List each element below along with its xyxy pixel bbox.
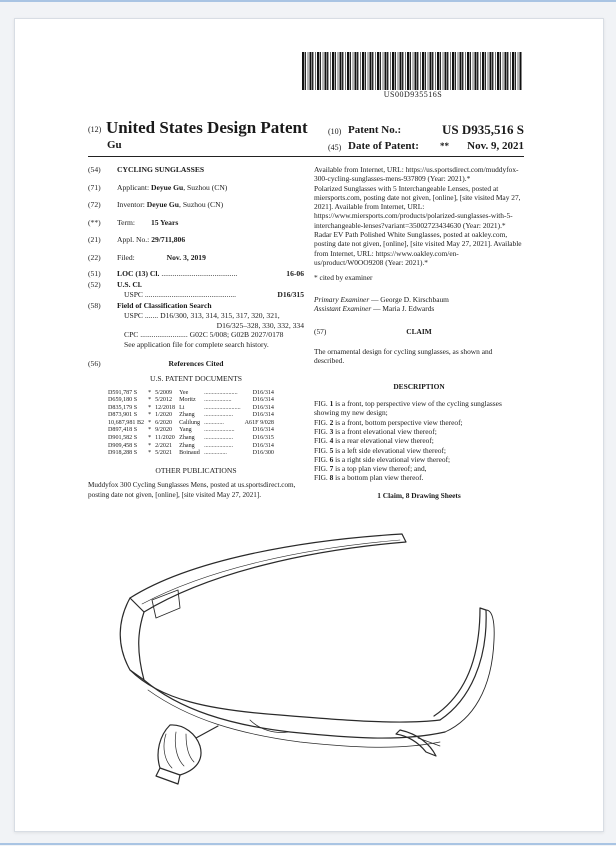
figure-item: FIG. 2 is a front, bottom perspective view thereof; bbox=[314, 417, 463, 427]
reference-cell: * bbox=[148, 397, 152, 404]
primary-examiner-name: — George D. Kirschbaum bbox=[369, 294, 449, 304]
barcode-bar bbox=[425, 52, 426, 90]
applicant-name: Deyue Gu bbox=[150, 182, 184, 192]
barcode-bar bbox=[452, 52, 454, 90]
inventor-label: Inventor: bbox=[117, 200, 145, 210]
reference-cell: 2/2021 bbox=[155, 442, 173, 449]
claim-title: CLAIM bbox=[406, 327, 432, 337]
appl-row bbox=[88, 235, 304, 245]
reference-cell: ...................... bbox=[204, 389, 238, 396]
barcode-bar bbox=[317, 52, 319, 90]
front-frame-bottom bbox=[144, 680, 445, 738]
applicant-location: , Suzhou (CN) bbox=[183, 182, 228, 192]
barcode-bar bbox=[488, 52, 489, 90]
reference-cell: 5/2009 bbox=[155, 389, 173, 396]
barcode-bar bbox=[400, 52, 402, 90]
filed-label: Filed: bbox=[117, 252, 135, 262]
sunglasses-drawing bbox=[100, 520, 500, 820]
barcode-bar bbox=[415, 52, 417, 90]
barcode-bar bbox=[338, 52, 339, 90]
barcode-bar bbox=[482, 52, 484, 90]
other-pubs-text: Muddyfox 300 Cycling Sunglasses Mens, posted at us.sportsdirect.com, posting date not given, [online], [site visited May 27, 2021]. bbox=[88, 481, 296, 499]
figure-item: FIG. 5 is a left side elevational view thereof; bbox=[314, 445, 446, 455]
barcode-bar bbox=[497, 52, 499, 90]
barcode-bar bbox=[332, 52, 334, 90]
code-54: (54) bbox=[88, 165, 101, 174]
assistant-examiner-name: — Maria J. Edwards bbox=[371, 303, 435, 313]
figure-item: FIG. 3 is a front elevational view thereof; bbox=[314, 426, 437, 436]
uscl-row bbox=[88, 280, 304, 290]
patent-header-info bbox=[328, 124, 524, 156]
patent-date: Nov. 9, 2021 bbox=[467, 140, 524, 152]
barcode-bar bbox=[490, 52, 492, 90]
code-56: (56) bbox=[88, 359, 101, 369]
title-row bbox=[88, 165, 304, 175]
barcode-bar bbox=[465, 52, 466, 90]
barcode-bar bbox=[520, 52, 522, 90]
reference-cell: * bbox=[148, 435, 152, 442]
field-label: Field of Classification Search bbox=[117, 301, 212, 311]
barcode-bar bbox=[477, 52, 478, 90]
barcode-bar bbox=[480, 52, 481, 90]
code-51: (51) bbox=[88, 268, 101, 278]
reference-cell: 5/2012 bbox=[155, 397, 173, 404]
claim-text: The ornamental design for cycling sunglasses, as shown and described. bbox=[314, 347, 493, 366]
barcode-bar bbox=[515, 52, 516, 90]
barcode-bar bbox=[407, 52, 409, 90]
reference-cell: Yee bbox=[179, 389, 189, 396]
loc-label: LOC (13) Cl. bbox=[117, 268, 160, 278]
field-note: See application file for complete search history. bbox=[124, 339, 269, 349]
reference-cell: D591,787 S bbox=[108, 389, 138, 396]
barcode-bar bbox=[422, 52, 424, 90]
uscl-label: U.S. Cl. bbox=[117, 280, 142, 290]
barcode-bar bbox=[305, 52, 306, 90]
design-title: CYCLING SUNGLASSES bbox=[117, 165, 205, 174]
reference-row bbox=[106, 450, 276, 458]
barcode-bar bbox=[405, 52, 406, 90]
barcode-bar bbox=[467, 52, 469, 90]
reference-cell: Li bbox=[179, 404, 185, 411]
reference-cell: Zhang bbox=[179, 442, 195, 449]
applicant-row bbox=[88, 183, 304, 193]
code-term: (**) bbox=[88, 217, 101, 227]
barcode-bar bbox=[460, 52, 462, 90]
references-table bbox=[106, 390, 276, 458]
code-22: (22) bbox=[88, 252, 101, 262]
us-docs-title: U.S. PATENT DOCUMENTS bbox=[150, 373, 242, 383]
code-71: (71) bbox=[88, 182, 101, 192]
reference-cell: * bbox=[148, 442, 152, 449]
reference-cell: ................... bbox=[204, 412, 234, 419]
barcode-bar bbox=[390, 52, 391, 90]
claim-heading bbox=[314, 327, 524, 341]
field-row bbox=[88, 301, 304, 311]
barcode-bar bbox=[507, 52, 508, 90]
inventor-location: , Suzhou (CN) bbox=[179, 200, 224, 210]
filed-row bbox=[88, 253, 304, 263]
reference-cell: .................. bbox=[204, 397, 232, 404]
barcode-bar bbox=[470, 52, 471, 90]
barcode-bar bbox=[458, 52, 459, 90]
barcode-bar bbox=[315, 52, 316, 90]
barcode-bar bbox=[428, 52, 429, 90]
barcode-bar bbox=[342, 52, 343, 90]
reference-cell: Moritz bbox=[179, 397, 196, 404]
reference-cell: D835,179 S bbox=[108, 404, 138, 411]
barcode-bar bbox=[518, 52, 519, 90]
applicant-label: Applicant: bbox=[117, 182, 150, 192]
reference-row bbox=[106, 405, 276, 413]
primary-examiner-label: Primary Examiner bbox=[314, 294, 370, 304]
barcode-bar bbox=[392, 52, 394, 90]
reference-cell: D873,901 S bbox=[108, 412, 138, 419]
barcode-bar bbox=[443, 52, 444, 90]
left-hinge bbox=[120, 598, 144, 680]
patent-no: US D935,516 S bbox=[442, 122, 524, 137]
left-temple-arm bbox=[130, 534, 406, 612]
bottom-border bbox=[0, 843, 616, 845]
barcode-bar bbox=[375, 52, 376, 90]
date-mark: ** bbox=[440, 141, 449, 151]
barcode-bar bbox=[385, 52, 387, 90]
figure-list bbox=[314, 399, 524, 483]
barcode-bar bbox=[485, 52, 486, 90]
barcode-bar bbox=[335, 52, 336, 90]
barcode-bar bbox=[312, 52, 313, 90]
field-cpc: CPC ......................... G02C 5/008; G02B 2027/0178 bbox=[124, 330, 284, 340]
barcode-bar bbox=[387, 52, 388, 90]
barcode-bar bbox=[505, 52, 507, 90]
barcode-bar bbox=[473, 52, 474, 90]
code-45: (45) bbox=[328, 143, 342, 152]
uspc-row bbox=[88, 290, 304, 300]
assistant-examiner bbox=[314, 304, 524, 313]
inventor-row bbox=[88, 200, 304, 210]
reference-row bbox=[106, 443, 276, 451]
reference-cell: D909,458 S bbox=[108, 442, 138, 449]
reference-cell: D16/315 bbox=[252, 435, 274, 442]
term-value: 15 Years bbox=[150, 217, 179, 227]
barcode-bar bbox=[327, 52, 328, 90]
barcode-bar bbox=[323, 52, 324, 90]
uspc-label: USPC bbox=[124, 289, 143, 299]
reference-cell: D16/314 bbox=[252, 412, 274, 419]
figure-item: FIG. 4 is a rear elevational view thereof; bbox=[314, 436, 434, 446]
barcode-bar bbox=[435, 52, 436, 90]
claims-sheets-count: 1 Claim, 8 Drawing Sheets bbox=[377, 490, 461, 500]
barcode-bar bbox=[398, 52, 399, 90]
reference-cell: D16/314 bbox=[252, 404, 274, 411]
loc-value: 16-06 bbox=[286, 268, 304, 278]
uspc-value: D16/315 bbox=[277, 289, 304, 299]
term-label: Term: bbox=[117, 217, 136, 227]
reference-cell: * bbox=[148, 389, 152, 396]
field-uspc-cont: D16/325–328, 330, 332, 334 bbox=[216, 320, 304, 330]
barcode-bar bbox=[383, 52, 384, 90]
barcode-bar bbox=[420, 52, 421, 90]
reference-cell: Boinaud bbox=[179, 450, 200, 457]
reference-cell: * bbox=[148, 427, 152, 434]
reference-cell: Zhang bbox=[179, 435, 195, 442]
loc-dots: ........................................ bbox=[161, 268, 238, 278]
reference-row bbox=[106, 390, 276, 398]
reference-cell: 5/2021 bbox=[155, 450, 173, 457]
code-12: (12) bbox=[88, 125, 102, 134]
barcode-bar bbox=[340, 52, 342, 90]
reference-cell: D16/300 bbox=[252, 450, 274, 457]
top-border bbox=[0, 0, 616, 2]
publication-2: Polarized Sunglasses with 5 Interchangeable Lenses, posted at miersports.com, posting date not given, [online], [site visited May 27, 2021]. Available from Internet, URL: https://www.miersports.com/products/polarized-sunglasses-with-5-interchangeable-lenses?variant=35002723434630 (Year: 2021).* bbox=[314, 183, 521, 230]
reference-row bbox=[106, 397, 276, 405]
barcode-bar bbox=[362, 52, 364, 90]
reference-cell: D16/314 bbox=[252, 389, 274, 396]
barcode-bar bbox=[450, 52, 451, 90]
barcode-bar bbox=[365, 52, 366, 90]
date-row bbox=[328, 140, 524, 156]
barcode-bar bbox=[350, 52, 351, 90]
reference-cell: 9/2020 bbox=[155, 427, 173, 434]
field-uspc: USPC ....... D16/300, 313, 314, 315, 317, 320, 321, bbox=[124, 310, 280, 320]
other-pubs-title: OTHER PUBLICATIONS bbox=[155, 465, 237, 475]
barcode-bar bbox=[372, 52, 373, 90]
filed-value: Nov. 3, 2019 bbox=[166, 252, 206, 262]
patent-type-title: United States Design Patent bbox=[106, 118, 308, 137]
barcode-bar bbox=[430, 52, 432, 90]
publication-1: Available from Internet, URL: https://us.sportsdirect.com/muddyfox-300-cycling-sunglasses-mens-937809 (Year: 2021).* bbox=[314, 165, 519, 184]
term-row bbox=[88, 218, 304, 228]
inventor-name: Deyue Gu bbox=[146, 200, 180, 210]
code-21: (21) bbox=[88, 235, 101, 245]
barcode-bar bbox=[417, 52, 418, 90]
reference-cell: 12/2018 bbox=[155, 404, 176, 411]
refs-row bbox=[88, 359, 304, 369]
barcode-number: US00D935516S bbox=[383, 90, 443, 99]
reference-cell: D16/314 bbox=[252, 442, 274, 449]
reference-row bbox=[106, 412, 276, 420]
loc-row bbox=[88, 269, 304, 279]
reference-row bbox=[106, 435, 276, 443]
barcode-bar bbox=[440, 52, 441, 90]
appl-value: 29/711,806 bbox=[151, 235, 186, 245]
barcode-bar bbox=[308, 52, 309, 90]
reference-cell: * bbox=[148, 412, 152, 419]
barcode-bar bbox=[413, 52, 414, 90]
reference-cell: D16/314 bbox=[252, 397, 274, 404]
reference-cell: Calilung bbox=[179, 419, 201, 426]
barcode-bar bbox=[445, 52, 447, 90]
barcode-bar bbox=[410, 52, 411, 90]
reference-row bbox=[106, 420, 276, 428]
appl-label: Appl. No.: bbox=[117, 235, 150, 245]
reference-cell: D659,180 S bbox=[108, 397, 138, 404]
barcode-bar bbox=[325, 52, 327, 90]
barcode-bar bbox=[360, 52, 361, 90]
reference-cell: D16/314 bbox=[252, 427, 274, 434]
description-title: DESCRIPTION bbox=[393, 381, 445, 391]
figure-item: FIG. 8 is a bottom plan view thereof. bbox=[314, 473, 424, 483]
code-58: (58) bbox=[88, 301, 101, 311]
reference-cell: Yang bbox=[179, 427, 192, 434]
date-label: Date of Patent: bbox=[348, 140, 419, 152]
barcode-bar bbox=[357, 52, 358, 90]
patent-no-label: Patent No.: bbox=[348, 124, 402, 136]
barcode-bar bbox=[320, 52, 321, 90]
assistant-examiner-label: Assistant Examiner bbox=[314, 303, 372, 313]
reference-cell: .................... bbox=[204, 427, 235, 434]
reference-cell: Zhang bbox=[179, 412, 195, 419]
cited-note: * cited by examiner bbox=[314, 273, 373, 283]
reference-cell: D901,582 S bbox=[108, 435, 138, 442]
barcode-bar bbox=[380, 52, 381, 90]
code-52: (52) bbox=[88, 280, 101, 290]
reference-cell: D897,418 S bbox=[108, 427, 138, 434]
uspc-dots: ................................................ bbox=[144, 289, 237, 299]
barcode-bar bbox=[395, 52, 396, 90]
barcode-bar bbox=[475, 52, 477, 90]
left-column bbox=[88, 165, 304, 500]
reference-cell: 6/2020 bbox=[155, 419, 173, 426]
header-rule bbox=[88, 156, 524, 157]
reference-cell: 11/2020 bbox=[155, 435, 175, 442]
barcode-bar bbox=[330, 52, 331, 90]
reference-cell: ................... bbox=[204, 435, 234, 442]
reference-cell: ........................ bbox=[204, 404, 241, 411]
barcode-bar bbox=[492, 52, 493, 90]
right-temple-arm bbox=[434, 608, 486, 720]
barcode-bar bbox=[447, 52, 448, 90]
figure-item: FIG. 7 is a top plan view thereof; and, bbox=[314, 464, 427, 474]
barcode-bar bbox=[302, 52, 304, 90]
barcode-bar bbox=[503, 52, 504, 90]
barcode-bar bbox=[512, 52, 514, 90]
reference-cell: ............... bbox=[204, 450, 227, 457]
reference-cell: * bbox=[148, 450, 152, 457]
refs-title: References Cited bbox=[168, 359, 224, 369]
barcode-bar bbox=[495, 52, 496, 90]
code-57: (57) bbox=[314, 327, 327, 337]
barcode-bar bbox=[402, 52, 403, 90]
barcode-bar bbox=[355, 52, 357, 90]
reference-cell: ............. bbox=[204, 419, 224, 426]
reference-row bbox=[106, 427, 276, 435]
barcode-bar bbox=[510, 52, 511, 90]
reference-cell: ................... bbox=[204, 442, 234, 449]
code-10: (10) bbox=[328, 127, 342, 136]
reference-cell: * bbox=[148, 404, 152, 411]
reference-cell: * bbox=[148, 419, 152, 426]
inventor-short-name: Gu bbox=[107, 139, 122, 151]
barcode-bar bbox=[377, 52, 379, 90]
barcode-bar bbox=[368, 52, 369, 90]
figure-item: FIG. 6 is a right side elevational view thereof; bbox=[314, 454, 451, 464]
reference-cell: A61F 9/028 bbox=[244, 419, 274, 426]
reference-cell: 10,687,981 B2 bbox=[108, 419, 145, 426]
figure-item: FIG. 1 is a front, top perspective view of the cycling sunglasses showing my new design; bbox=[314, 399, 502, 418]
barcode-bar bbox=[455, 52, 456, 90]
code-72: (72) bbox=[88, 200, 101, 210]
barcode-bar bbox=[370, 52, 372, 90]
barcode-bar bbox=[500, 52, 501, 90]
barcode-bar bbox=[437, 52, 439, 90]
barcode-bar bbox=[462, 52, 463, 90]
barcode bbox=[302, 52, 524, 90]
barcode-bar bbox=[353, 52, 354, 90]
reference-cell: 1/2020 bbox=[155, 412, 173, 419]
right-column bbox=[314, 165, 524, 500]
patent-no-row bbox=[328, 124, 524, 140]
primary-examiner bbox=[314, 295, 524, 304]
barcode-bar bbox=[347, 52, 349, 90]
barcode-bar bbox=[310, 52, 312, 90]
reference-cell: D918,288 S bbox=[108, 450, 138, 457]
publication-3: Radar EV Path Polished White Sunglasses, posted at oakley.com, posting date not given, [online], [site visited May 27, 2021]. Available from Internet, URL: https://www.oakley.com/en-us/product/W0OO9208 (Year: 2021).* bbox=[314, 230, 522, 267]
barcode-bar bbox=[432, 52, 433, 90]
front-frame-top bbox=[130, 670, 440, 722]
barcode-bar bbox=[345, 52, 346, 90]
